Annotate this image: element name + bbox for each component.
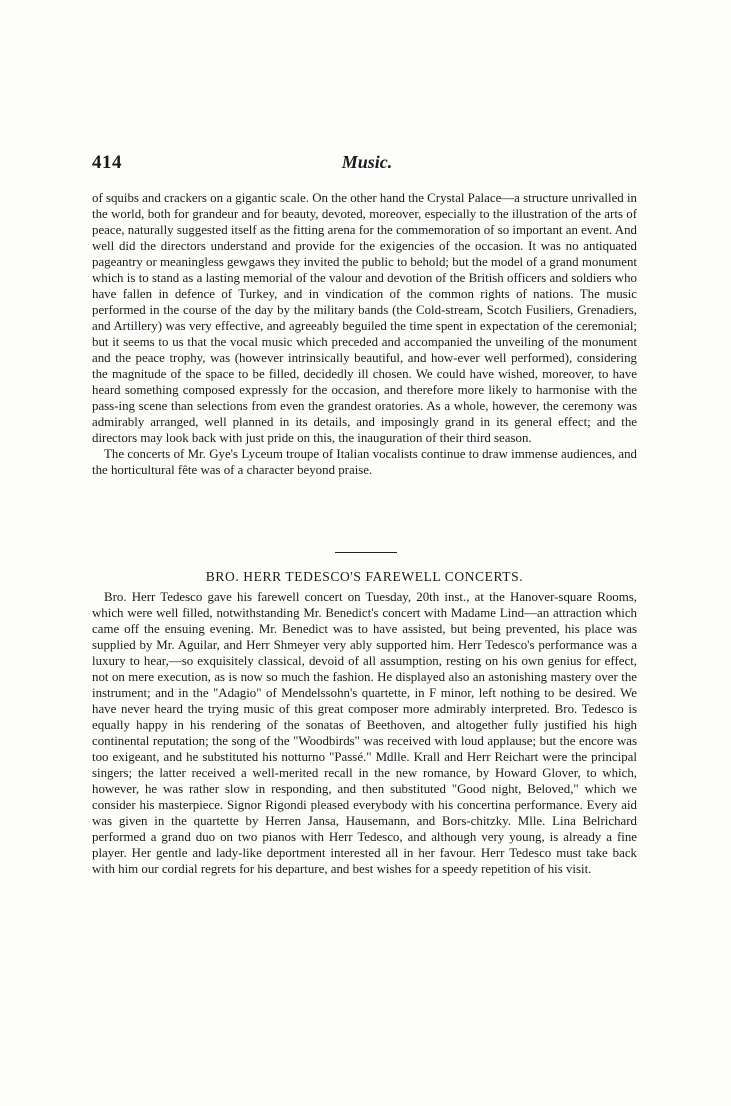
paragraph: of squibs and crackers on a gigantic scale. On the other hand the Crystal Palace—a structure unrivalled in the world, both for grandeur and for beauty, devoted, moreover, especially to the illustration of the arts of peace, naturally suggested itself as the fitting arena for the commemoration of so important an event. And well did the directors understand and provide for the exigencies of the occasion. It was no antiquated pageantry or meaningless gewgaws they invited the public to behold; but the model of a grand monument which is to stand as a lasting memorial of the valour and devotion of the British officers and soldiers who have fallen in defence of Turkey, and in vindication of the common rights of nations. The music performed in the course of the day by the military bands (the Cold-stream, Scotch Fusiliers, Grenadiers, and Artillery) was very effective, and agreeably beguiled the time spent in expectation of the ceremonial; but it seems to us that the vocal music which preceded and accompanied the unveiling of the monument and the peace trophy, was (however intrinsically beautiful, and how-ever well performed), considering the magnitude of the space to be filled, decidedly ill chosen. We could have wished, moreover, to have heard something composed expressly for the occasion, and therefore more likely to harmonise with the pass-ing scene than selections from even the grandest oratories. As a whole, however, the ceremony was admirably arranged, well planned in its details, and imposingly grand in its general effect; and the directors may look back with just pride on this, the inauguration of their third season. bbox=[92, 191, 637, 445]
section-title: Music. bbox=[341, 152, 393, 172]
page-number: 414 bbox=[92, 152, 122, 173]
paragraph: Bro. Herr Tedesco gave his farewell concert on Tuesday, 20th inst., at the Hanover-square Rooms, which were well filled, notwithstanding Mr. Benedict's concert with Madame Lind—an attraction which came off the ensuing evening. Mr. Benedict was to have assisted, but being prevented, his place was supplied by Mr. Aguilar, and Herr Shmeyer very ably supported him. Herr Tedesco's performance was a luxury to hear,—so exquisitely classical, devoid of all assumption, resting on his own genius for effect, not on mere execution, as is now so much the fashion. He displayed also an astonishing mastery over the instrument; and in the "Adagio" of Mendelssohn's quartette, in F minor, left nothing to be desired. We have never heard the trying music of this great composer more admirably interpreted. Bro. Tedesco is equally happy in his rendering of the sonatas of Beethoven, and altogether fully justified his high continental reputation; the song of the "Woodbirds" was received with loud applause; but the encore was too exigeant, and he substituted his notturno "Passé." Mdlle. Krall and Herr Reichart were the principal singers; the latter received a well-merited recall in the new romance, by Howard Glover, to which, however, he was rather slow in responding, and then substituted "Good night, Beloved," which we consider his masterpiece. Signor Rigondi pleased everybody with his concertina performance. Every aid was given in the quartette by Herren Jansa, Hausemann, and Bors-chitzky. Mlle. Lina Belrichard performed a grand duo on two pianos with Herr Tedesco, and although very young, is already a fine player. Her gentle and lady-like deportment interested all in her favour. Herr Tedesco must take back with him our cordial regrets for his departure, and best wishes for a speedy repetition of his visit. bbox=[92, 590, 637, 876]
running-head bbox=[92, 152, 642, 178]
article-crystal-palace bbox=[92, 190, 637, 478]
section-divider bbox=[335, 552, 397, 553]
paragraph: The concerts of Mr. Gye's Lyceum troupe of Italian vocalists continue to draw immense audiences, and the horticultural fête was of a character beyond praise. bbox=[92, 447, 637, 477]
article-heading: BRO. HERR TEDESCO'S FAREWELL CONCERTS. bbox=[205, 569, 524, 584]
article-tedesco-concerts bbox=[92, 589, 637, 877]
